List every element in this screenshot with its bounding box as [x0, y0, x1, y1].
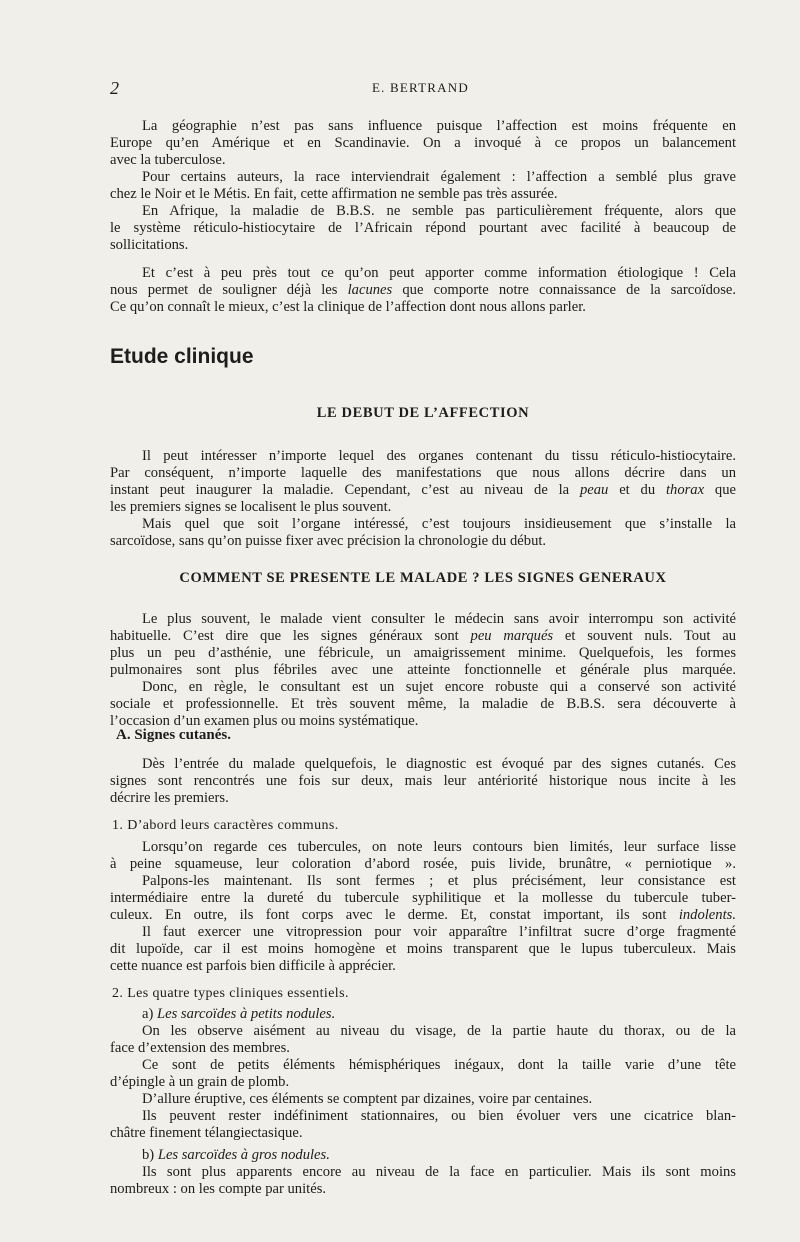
- page-number: 2: [110, 78, 119, 98]
- intro-line: chez le Noir et le Métis. En fait, cette affirmation ne semble pas très assurée.: [110, 186, 558, 202]
- body-line: face d’extension des membres.: [110, 1040, 290, 1056]
- running-head: E. BERTRAND: [372, 80, 469, 95]
- subsection-heading: A. Signes cutanés.: [116, 727, 232, 743]
- body-line: sarcoïdose, sans qu’on puisse fixer avec précision la chronologie du début.: [110, 533, 547, 549]
- body-line: Ce sont de petits éléments hémisphériques inégaux, dont la taille varie d’une tête: [142, 1057, 736, 1073]
- intro-line: Pour certains auteurs, la race interviendrait également : l’affection a semblé plus grave: [142, 169, 736, 185]
- body-line: instant peut inaugurer la maladie. Cependant, c’est au niveau de la peau et du thorax que: [110, 482, 736, 498]
- body-line: Ils peuvent rester indéfiniment stationnaires, ou bien évoluer vers une cicatrice blan-: [142, 1108, 736, 1124]
- section-title: Etude clinique: [110, 345, 254, 368]
- subsection-heading: 2. Les quatre types cliniques essentiels.: [112, 986, 349, 1001]
- intro-line: sollicitations.: [110, 237, 189, 253]
- body-line: plus un peu d’asthénie, une fébricule, un amaigrissement minime. Quelquefois, les formes: [110, 645, 736, 661]
- body-line: d’épingle à un grain de plomb.: [110, 1074, 290, 1090]
- body-line: les premiers signes se localisent le plus souvent.: [110, 499, 392, 515]
- intro-line: Europe qu’en Amérique et en Scandinavie. On a invoqué à ce propos un balancement: [110, 135, 736, 151]
- body-line: Palpons-les maintenant. Ils sont fermes ; et plus précisément, leur consistance est: [142, 873, 736, 889]
- body-line: châtre finement télangiectasique.: [110, 1125, 303, 1141]
- body-line: Il peut intéresser n’importe lequel des organes contenant du tissu réticulo-histiocytaire.: [142, 448, 736, 464]
- body-line: Dès l’entrée du malade quelquefois, le diagnostic est évoqué par des signes cutanés. Ces: [142, 756, 736, 772]
- body-line: Il faut exercer une vitropression pour voir apparaître l’infiltrat sucre d’orge fragmenté: [142, 924, 736, 940]
- body-line: signes sont rencontrés une fois sur deux, mais leur antériorité historique nous incite à les: [110, 773, 736, 789]
- emphasis: indolents.: [678, 907, 736, 923]
- body-line: Donc, en règle, le consultant est un sujet encore robuste qui a conservé son activité: [142, 679, 736, 695]
- intro-line: avec la tuberculose.: [110, 152, 226, 168]
- body-line: cette nuance est parfois bien difficile à apprécier.: [110, 958, 396, 974]
- subsection-heading: 1. D’abord leurs caractères communs.: [112, 818, 339, 833]
- body-line: l’occasion d’un examen plus ou moins systématique.: [110, 713, 419, 729]
- emphasis: thorax: [665, 482, 705, 498]
- body-line: D’allure éruptive, ces éléments se comptent par dizaines, voire par centaines.: [142, 1091, 593, 1107]
- body-line: intermédiaire entre la dureté du tubercule syphilitique et la mollesse du tubercule tuber-: [110, 890, 736, 906]
- body-line: décrire les premiers.: [110, 790, 229, 806]
- intro-line: La géographie n’est pas sans influence puisque l’affection est moins fréquente en: [142, 118, 736, 134]
- section-heading: LE DEBUT DE L’AFFECTION: [316, 405, 530, 421]
- body-line: Le plus souvent, le malade vient consulter le médecin sans avoir interrompu son activité: [142, 611, 736, 627]
- body-line: Ils sont plus apparents encore au niveau de la face en particulier. Mais ils sont moins: [142, 1164, 736, 1180]
- intro-line: En Afrique, la maladie de B.B.S. ne semble pas particulièrement fréquente, alors que: [142, 203, 736, 219]
- body-line: Mais quel que soit l’organe intéressé, c’est toujours insidieusement que s’installe la: [142, 516, 736, 532]
- intro-line: Ce qu’on connaît le mieux, c’est la clinique de l’affection dont nous allons parler.: [110, 299, 586, 315]
- intro-line: Et c’est à peu près tout ce qu’on peut apporter comme information étiologique ! Cela: [142, 265, 736, 281]
- body-line: Lorsqu’on regarde ces tubercules, on note leurs contours bien limités, leur surface lisse: [142, 839, 736, 855]
- item-heading: b) Les sarcoïdes à gros nodules.: [142, 1147, 330, 1163]
- body-line: pulmonaires sont plus fébriles avec une atteinte fonctionnelle et générale plus marquée.: [110, 662, 736, 678]
- body-line: Par conséquent, n’importe laquelle des manifestations que nous allons décrire dans un: [110, 465, 736, 481]
- section-heading: COMMENT SE PRESENTE LE MALADE ? LES SIGNES GENERAUX: [179, 570, 667, 586]
- body-line: On les observe aisément au niveau du visage, de la partie haute du thorax, ou de la: [142, 1023, 736, 1039]
- intro-line: le système réticulo-histiocytaire de l’Africain répond pourtant avec facilité à beaucoup de: [110, 220, 736, 236]
- emphasis: peau: [579, 482, 609, 498]
- body-line: sociale et professionnelle. Et très souvent même, la maladie de B.B.S. sera découverte à: [110, 696, 736, 712]
- body-line: à peine squameuse, leur coloration d’abord rosée, puis livide, brunâtre, « perniotique ».: [110, 856, 736, 872]
- body-line: nombreux : on les compte par unités.: [110, 1181, 327, 1197]
- intro-line: nous permet de souligner déjà les lacunes que comporte notre connaissance de la sarcoïdose.: [110, 282, 736, 298]
- body-line: culeux. En outre, ils font corps avec le derme. Et, constat important, ils sont indolents.: [110, 907, 736, 923]
- item-heading: a) Les sarcoïdes à petits nodules.: [142, 1006, 336, 1022]
- emphasis: peu marqués: [470, 628, 554, 644]
- body-line: dit lupoïde, car il est moins homogène et moins transparent que le lupus tuberculeux. Mais: [110, 941, 736, 957]
- emphasis: lacunes: [347, 282, 393, 298]
- body-line: habituelle. C’est dire que les signes généraux sont peu marqués et souvent nuls. Tout au: [110, 628, 736, 644]
